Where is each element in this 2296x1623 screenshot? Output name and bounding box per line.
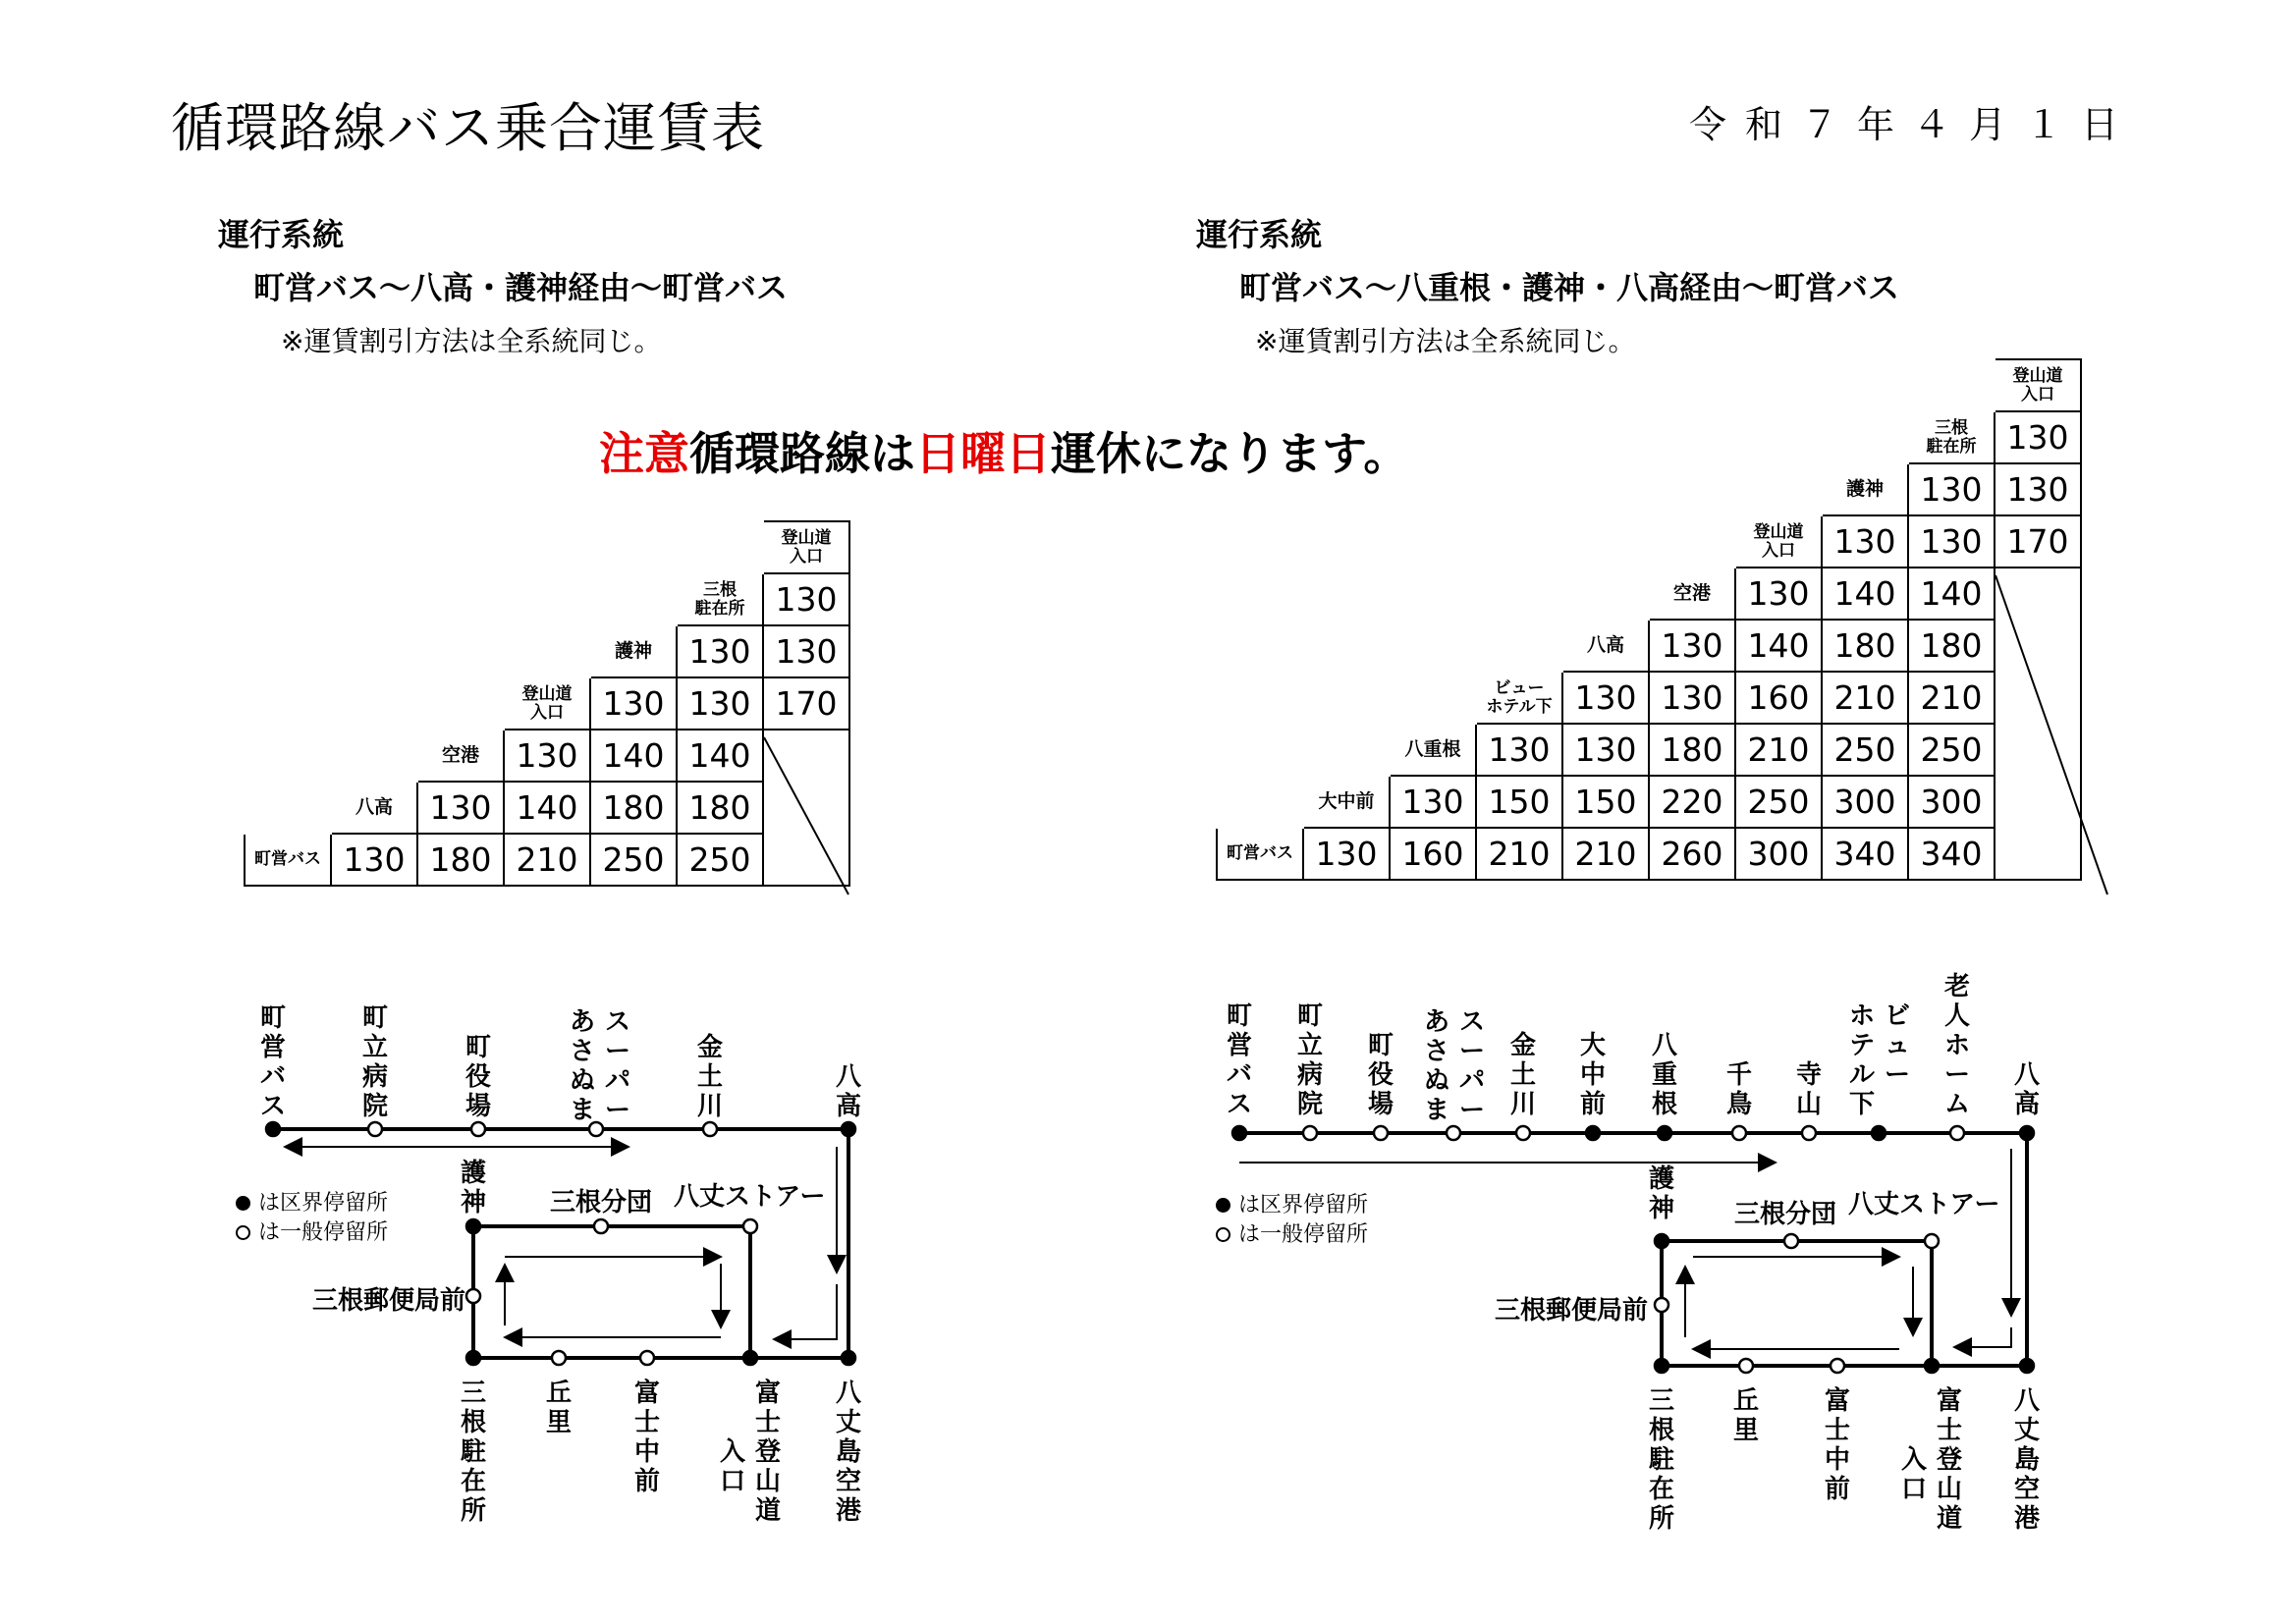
fare-cell: 250 — [677, 834, 763, 886]
stop-label: 町 営 バ ス — [259, 1003, 286, 1121]
fare-stop-label: 護神 — [590, 625, 677, 677]
right-route: 町営バス〜八重根・護神・八高経由〜町営バス — [1239, 269, 1900, 306]
stop-label: ス ー パ ー あ さ ぬ ま — [569, 1007, 630, 1125]
fare-cell: 140 — [1822, 568, 1908, 620]
stop-label: 三根分団 — [550, 1188, 653, 1217]
right-note: ※運賃割引方法は全系統同じ。 — [1255, 325, 1636, 357]
fare-stop-label: 空港 — [1649, 568, 1735, 620]
fare-cell: 340 — [1908, 828, 1995, 880]
fare-stop-label: 大中前 — [1303, 776, 1390, 828]
filled-dot-icon — [1216, 1198, 1230, 1213]
stop-label: 八丈ストアー — [1848, 1190, 2000, 1219]
stop-label: 三 根 駐 在 所 — [460, 1379, 486, 1526]
fare-cell: 130 — [1995, 463, 2081, 515]
left-note: ※運賃割引方法は全系統同じ。 — [281, 325, 662, 357]
stop-label: 大 中 前 — [1579, 1031, 1606, 1119]
fare-stop-label: 登山道 入口 — [1995, 359, 2081, 411]
date: 令和７年４月１日 — [1689, 103, 2138, 146]
fare-cell: 250 — [1735, 776, 1822, 828]
stop-label: 金 土 川 — [1509, 1031, 1536, 1119]
stop-label: ビ ュ ー ホ テ ル 下 — [1848, 1001, 1910, 1119]
stop-label: 町 立 病 院 — [1296, 1001, 1323, 1119]
right-system-heading: 運行系統 — [1196, 216, 1323, 253]
fare-cell: 180 — [590, 782, 677, 834]
fare-cell: 180 — [1649, 724, 1735, 776]
fare-cell: 130 — [1649, 672, 1735, 724]
stop-label: 八 重 根 — [1651, 1031, 1677, 1119]
stop-label: 八 丈 島 空 港 — [835, 1379, 861, 1526]
fare-cell: 130 — [1822, 515, 1908, 568]
fare-cell: 250 — [590, 834, 677, 886]
notice-text-2: 運休になります。 — [1051, 427, 1409, 480]
stop-label: 八 高 — [2013, 1060, 2040, 1119]
fare-cell: 130 — [1908, 515, 1995, 568]
fare-cell: 140 — [677, 730, 763, 782]
fare-cell: 220 — [1649, 776, 1735, 828]
fare-cell: 180 — [417, 834, 504, 886]
notice-caution: 注意 — [599, 427, 689, 480]
fare-cell: 160 — [1390, 828, 1476, 880]
fare-cell: 210 — [1735, 724, 1822, 776]
stop-label: 富 士 登 山 道 入 口 — [719, 1379, 781, 1526]
stop-label: 三根郵便局前 — [1495, 1296, 1649, 1325]
stop-label: 町 営 バ ス — [1226, 1001, 1252, 1119]
fare-cell: 180 — [677, 782, 763, 834]
fare-cell: 160 — [1735, 672, 1822, 724]
fare-cell: 130 — [417, 782, 504, 834]
fare-cell: 170 — [1995, 515, 2081, 568]
stop-label: 八 丈 島 空 港 — [2013, 1386, 2040, 1534]
hollow-dot-icon — [1216, 1227, 1230, 1242]
fare-cell: 210 — [1822, 672, 1908, 724]
fare-cell: 150 — [1476, 776, 1562, 828]
legend-general: は一般停留所 — [236, 1216, 388, 1246]
fare-cell: 300 — [1822, 776, 1908, 828]
stop-label: 寺 山 — [1795, 1060, 1822, 1119]
notice-sunday: 日曜日 — [915, 427, 1051, 480]
fare-cell: 130 — [763, 625, 849, 677]
fare-cell: 140 — [590, 730, 677, 782]
fare-stop-label: 町営バス — [245, 834, 331, 886]
stop-label: 町 役 場 — [1367, 1031, 1394, 1119]
fare-stop-label: 八高 — [331, 782, 417, 834]
stop-label: 護 神 — [460, 1159, 486, 1217]
legend-general: は一般停留所 — [1216, 1217, 1368, 1248]
fare-stop-label: 八重根 — [1390, 724, 1476, 776]
stop-label: 護 神 — [1648, 1164, 1674, 1223]
stop-label: 金 土 川 — [696, 1033, 723, 1121]
fare-cell: 130 — [1908, 463, 1995, 515]
fare-stop-label: 八高 — [1562, 620, 1649, 672]
fare-cell: 130 — [1995, 411, 2081, 463]
legend-boundary: は区界停留所 — [1216, 1188, 1368, 1218]
fare-stop-label: 登山道 入口 — [504, 677, 590, 730]
fare-cell: 210 — [1476, 828, 1562, 880]
fare-cell: 300 — [1908, 776, 1995, 828]
fare-cell: 130 — [1735, 568, 1822, 620]
fare-cell: 130 — [590, 677, 677, 730]
fare-stop-label: 登山道 入口 — [1735, 515, 1822, 568]
notice-text-1: 循環路線は — [689, 427, 915, 480]
fare-cell: 250 — [1822, 724, 1908, 776]
fare-cell: 170 — [763, 677, 849, 730]
left-route: 町営バス〜八高・護神経由〜町営バス — [253, 269, 789, 306]
fare-cell: 140 — [1735, 620, 1822, 672]
page-title: 循環路線バス乗合運賃表 — [171, 97, 765, 159]
fare-cell: 210 — [1908, 672, 1995, 724]
stop-label: 八 高 — [835, 1062, 861, 1121]
fare-cell: 260 — [1649, 828, 1735, 880]
fare-cell: 130 — [1649, 620, 1735, 672]
stop-label: 三根郵便局前 — [312, 1286, 466, 1316]
fare-cell: 130 — [1476, 724, 1562, 776]
fare-cell: 300 — [1735, 828, 1822, 880]
stop-label: 八丈ストアー — [674, 1182, 826, 1212]
stop-label: 町 立 病 院 — [361, 1003, 388, 1121]
fare-cell: 130 — [331, 834, 417, 886]
stop-label: 三 根 駐 在 所 — [1648, 1386, 1674, 1534]
fare-stop-label: 護神 — [1822, 463, 1908, 515]
stop-label: 丘 里 — [545, 1379, 572, 1437]
fare-cell: 130 — [1303, 828, 1390, 880]
filled-dot-icon — [236, 1196, 250, 1211]
fare-cell: 150 — [1562, 776, 1649, 828]
stop-label: 富 士 登 山 道 入 口 — [1900, 1386, 1962, 1534]
fare-cell: 140 — [1908, 568, 1995, 620]
fare-cell: 140 — [504, 782, 590, 834]
left-system-heading: 運行系統 — [218, 216, 345, 253]
fare-cell: 180 — [1822, 620, 1908, 672]
fare-cell: 130 — [677, 625, 763, 677]
fare-cell: 210 — [504, 834, 590, 886]
fare-stop-label: 登山道 入口 — [763, 521, 849, 573]
fare-cell: 130 — [677, 677, 763, 730]
fare-cell: 340 — [1822, 828, 1908, 880]
fare-stop-label: 三根 駐在所 — [1908, 411, 1995, 463]
fare-stop-label: 三根 駐在所 — [677, 573, 763, 625]
hollow-dot-icon — [236, 1225, 250, 1240]
fare-cell: 130 — [1390, 776, 1476, 828]
fare-cell: 250 — [1908, 724, 1995, 776]
fare-cell: 130 — [763, 573, 849, 625]
fare-stop-label: ビュー ホテル下 — [1476, 672, 1562, 724]
fare-cell: 210 — [1562, 828, 1649, 880]
stop-label: 三根分団 — [1734, 1200, 1837, 1229]
fare-cell: 130 — [1562, 724, 1649, 776]
fare-stop-label: 空港 — [417, 730, 504, 782]
fare-cell: 130 — [1562, 672, 1649, 724]
stop-label: 富 士 中 前 — [633, 1379, 660, 1496]
stop-label: 千 鳥 — [1725, 1060, 1752, 1119]
fare-stop-label: 町営バス — [1217, 828, 1303, 880]
stop-label: 町 役 場 — [465, 1033, 491, 1121]
stop-label: 富 士 中 前 — [1824, 1386, 1850, 1504]
fare-cell: 180 — [1908, 620, 1995, 672]
stop-label: 丘 里 — [1732, 1386, 1759, 1445]
stop-label: ス ー パ ー あ さ ぬ ま — [1423, 1007, 1485, 1125]
fare-cell: 130 — [504, 730, 590, 782]
legend-boundary: は区界停留所 — [236, 1186, 388, 1217]
stop-label: 老 人 ホ ー ム — [1943, 972, 1970, 1119]
